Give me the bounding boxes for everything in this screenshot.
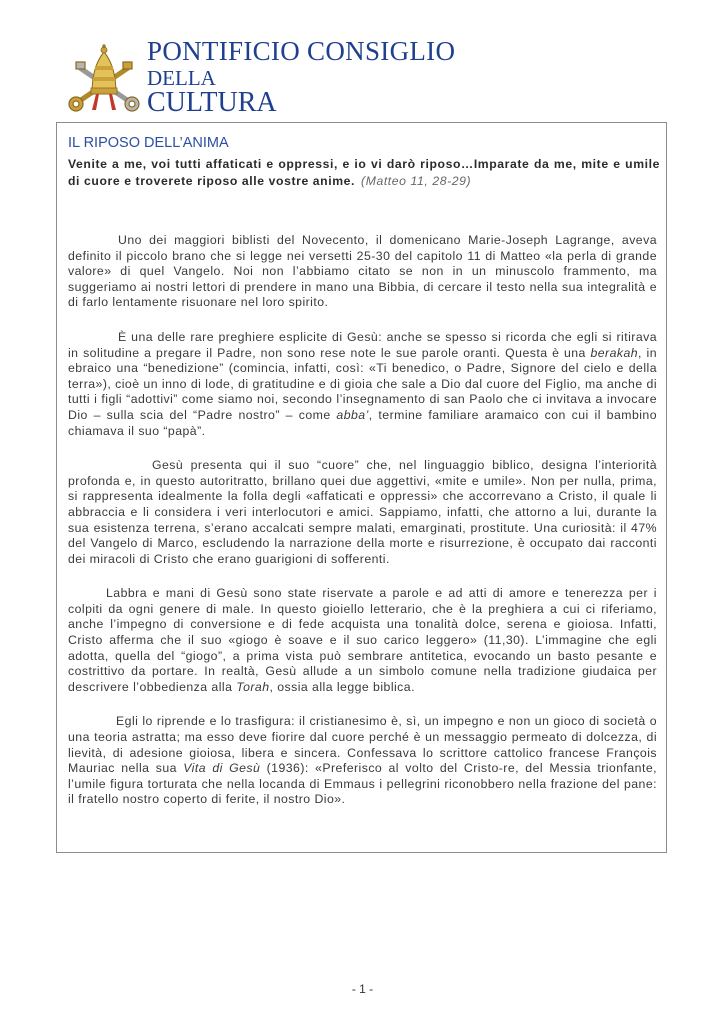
article-frame bbox=[56, 122, 667, 853]
organization-name bbox=[147, 38, 455, 117]
paragraph-3: Gesù presenta qui il suo “cuore” che, nel linguaggio biblico, designa l’interiorità profonda e, in questo autoritratto, brillano quei due aggettivi, «mite e umile». Non per nulla, prima, si rappresenta idealmente la folla degli «affaticati e oppressi» che accorrevano a Cristo, il quale li abbraccia e li considera i veri interlocutori e amici. Sappiamo, infatti, che attorno a lui, durante la sua esistenza terrena, s’erano accalcati sempre malati, emarginati, prostitute. Una curiosità: il 47% del Vangelo di Marco, escludendo la narrazione della morte e risurrezione, è occupato dai racconti dei miracoli di Cristo che erano guarigioni di sofferenti. bbox=[68, 458, 657, 566]
quote-reference: (Matteo 11, 28-29) bbox=[361, 174, 472, 188]
abba-term: abba’ bbox=[336, 407, 369, 422]
epigraph-quote bbox=[68, 156, 660, 190]
article-title: IL RIPOSO DELL’ANIMA bbox=[68, 135, 229, 151]
paragraph-5: Egli lo riprende e lo trasfigura: il cristianesimo è, sì, un impegno e non un gioco di società o una teoria astratta; ma esso deve fiorire dal cuore perché è un messaggio permeato di dolcezza, di lievità, di adesione gioiosa, libera e sincera. Confessava lo scrittore cattolico francese François Mauriac nella sua Vita di Gesù (1936): «Preferisco al volto del Cristo-re, del Messia trionfante, l’umile figura torturata che nella locanda di Emmaus i pellegrini riconobbero nella frazione del pane: il fratello nostro coperto di ferite, il nostro Dio». bbox=[68, 714, 657, 807]
paragraph-2: È una delle rare preghiere esplicite di Gesù: anche se spesso si ricorda che egli si ritirava in solitudine a pregare il Padre, non sono rese note le sue parole oranti. Questa è una berakah, in ebraico una “benedizione” (comincia, infatti, così: «Ti benedico, o Padre, Signore del cielo e della terra»), cioè un inno di lode, di gratitudine e di gioia che sale a Dio dal cuore del Figlio, ma anche di tutti i figli “adottivi” come siamo noi, secondo l’insegnamento di san Paolo che ci invitava a invocare Dio – sulla scia del “Padre nostro” – come abba’, termine familiare aramaico con cui il bambino chiamava il suo “papà”. bbox=[68, 329, 657, 438]
torah-term: Torah bbox=[236, 679, 270, 694]
org-line-3: CULTURA bbox=[147, 87, 277, 118]
papal-keys-tiara-icon bbox=[68, 44, 140, 114]
book-title: Vita di Gesù bbox=[183, 761, 261, 776]
header bbox=[68, 38, 488, 118]
org-line-2: DELLA bbox=[147, 66, 216, 90]
paragraph-1: Uno dei maggiori biblisti del Novecento, il domenicano Marie-Joseph Lagrange, aveva definito il piccolo brano che si legge nei versetti 25-30 del capitolo 11 di Matteo «la perla di grande valore» di quel Vangelo. Noi non l’abbiamo citato se non in un minuscolo frammento, ma suggeriamo ai nostri lettori di prendere in mano una Bibbia, di cercare il testo nella sua integralità e di farlo lentamente risuonare nel loro spirito. bbox=[68, 233, 657, 310]
page-number: - 1 - bbox=[351, 982, 374, 996]
quote-text: Venite a me, voi tutti affaticati e oppressi, e io vi darò riposo…Imparate da me, mite e umile di cuore e troverete riposo alle vostre anime. bbox=[68, 157, 660, 188]
berakah-term: berakah bbox=[590, 345, 639, 360]
org-line-1: PONTIFICIO CONSIGLIO bbox=[147, 36, 456, 66]
article-body bbox=[68, 233, 657, 827]
paragraph-4: Labbra e mani di Gesù sono state riservate a parole e ad atti di amore e tenerezza per i colpiti da ogni genere di male. In questo gioiello letterario, che è la preghiera a cui ci riferiamo, anche l’impegno di conversione e di fede acquista una tonalità dolce, serena e gioiosa. Infatti, Cristo afferma che il suo «giogo è soave e il suo carico leggero» (11,30). L’immagine che egli adotta, quella del “giogo”, a prima vista può sembrare antitetica, evocando un basto pesante e costrittivo da portare. In realtà, Gesù allude a un simbolo comune nella tradizione giudaica per descrivere l’obbedienza alla Torah, ossia alla legge biblica. bbox=[68, 586, 657, 694]
